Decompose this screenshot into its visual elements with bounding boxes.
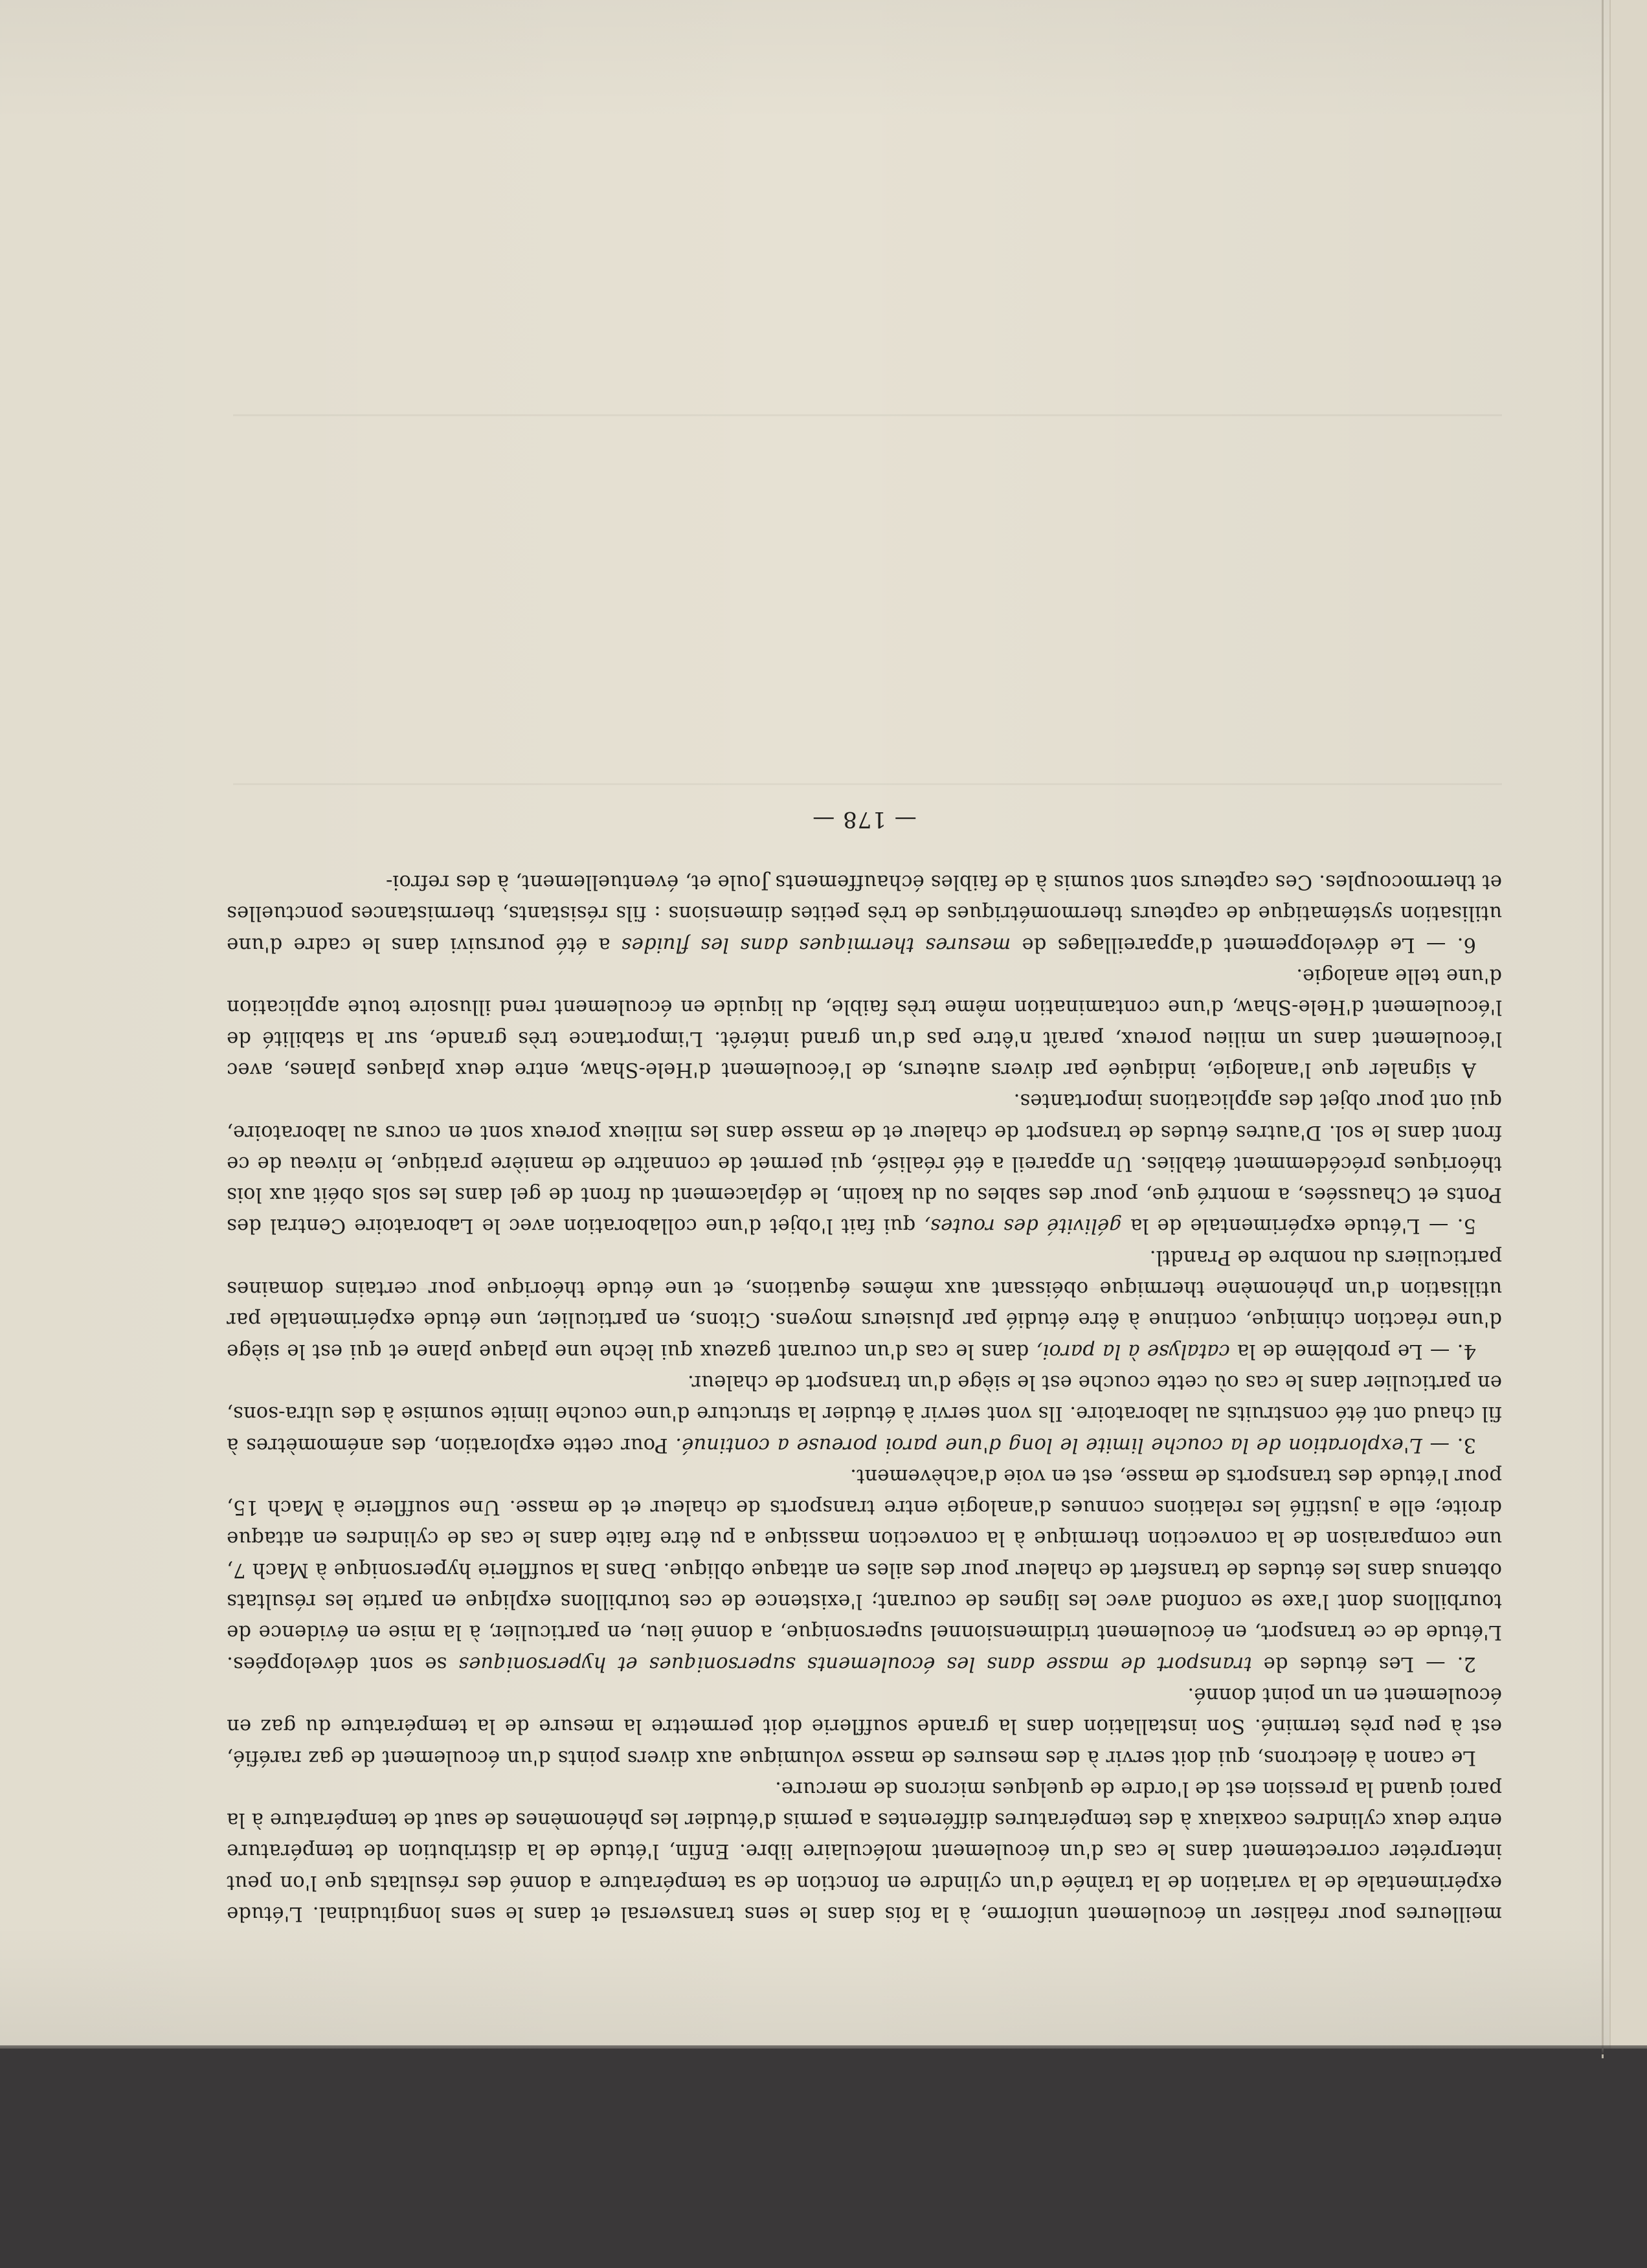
- page-edge: [1602, 0, 1604, 2058]
- paragraph-6-thermal-measurements: [227, 866, 1502, 960]
- paragraph-continuation: meilleures pour réaliser un écoulement uniforme, à la fois dans le sens transversal et dans le sens longitudinal. L'étude expérimentale de la variation de la traînée d'un cylindre en fonction de sa température a donné des résultats que l'on peut interpréter correctement dans le cas d'un écoulement moléculaire libre. Enfin, l'étude de la distribution de température entre deux cylindres coaxiaux à des températures différentes a permis d'étudier les phénomènes de saut de température à la paroi quand la pression est de l'ordre de quelques microns de mercure.: [227, 1777, 1502, 1925]
- paragraph-5-frost: [227, 1085, 1502, 1241]
- scan-bed-shadow: [0, 2045, 1647, 2054]
- section-lead: 6. — Le développement d'appareillages de: [1011, 933, 1476, 956]
- section-body: dans le cas d'un courant gazeux qui lèche une plaque plane et qui est le siège d'une réaction chimique, continue à être étudié par plusieurs moyens. Citons, en particulier, une étude expérimentale par utilisation d'un phénomène thermique obéissant aux mêmes équations, et une étude théorique pour certains domaines particuliers du nombre de Prandtl.: [226, 1245, 1502, 1362]
- section-body: se sont développées. L'étude de ce transport, en écoulement tridimensionnel supersonique, a donné lieu, en particulier, à la mise en évidence de tourbillons dont l'axe se confond avec les lignes de courant; l'existence de ces tourbillons explique en partie les résultats obtenus dans les études de transfert de chaleur pour des ailes en attaque oblique. Dans la soufflerie hypersonique à Mach 7, une comparaison de la convection thermique à la convection massique a pu être faite dans le cas de cylindres en attaque droite; elle a justifié les relations connues d'analogie entre transports de chaleur et de masse. Une soufflerie à Mach 15, pour l'étude des transports de masse, est en voie d'achèvement.: [227, 1464, 1502, 1675]
- paragraph-hele-shaw: A signaler que l'analogie, indiquée par divers auteurs, de l'écoulement d'Hele-Shaw, entre deux plaques planes, avec l'écoulement dans un milieu poreux, paraît n'être pas d'un grand intérêt. L'importance très grande, sur la stabilité de l'écoulement d'Hele-Shaw, d'une contamination même très faible, du liquide en écoulement rend illusoire toute application d'une telle analogie.: [227, 964, 1502, 1081]
- section-topic: mesures thermiques dans les fluides: [621, 933, 1011, 956]
- paragraph-4-catalysis: [227, 1241, 1502, 1366]
- section-body: qui fait l'objet d'une collaboration avec le Laboratoire Central des Ponts et Chaussées, a montré que, pour des sables ou du kaolin, le déplacement du front de gel dans les sols obéit aux lois théoriques précédemment établies. Un appareil a été réalisé, qui permet de connaître de manière pratique, le niveau de ce front dans le sol. D'autres études de transport de chaleur et de masse dans les milieux poreux sont en cours au laboratoire, qui ont pour objet des applications importantes.: [227, 1089, 1502, 1238]
- section-lead: 3. —: [1422, 1433, 1476, 1456]
- section-topic: gélivité des routes,: [924, 1214, 1122, 1238]
- adjacent-page-edge: [1609, 0, 1647, 2049]
- section-body: a été poursuivi dans le cadre d'une utilisation systématique de capteurs thermométriques de très petites dimensions : fils résistants, thermistances ponctuelles et thermocouples. Ces capteurs sont soumis à de faibles échauffements Joule et, éventuellement, à des refroi-: [227, 871, 1502, 956]
- section-topic: catalyse à la paroi,: [1036, 1339, 1230, 1362]
- paragraph-3-boundary-layer: [227, 1366, 1502, 1460]
- page-text: [227, 866, 1502, 1929]
- section-lead: 2. — Les études de: [1251, 1652, 1476, 1675]
- section-lead: 5. — L'étude expérimentale de la: [1121, 1214, 1476, 1238]
- paragraph-electron-gun: Le canon à électrons, qui doit servir à des mesures de masse volumique aux divers points d'un écoulement de gaz raréfié, est à peu près terminé. Son installation dans la grande soufflerie doit permettre la mesure de la température du gaz en écoulement en un point donné.: [227, 1683, 1502, 1769]
- page-number: — 178 —: [812, 806, 917, 832]
- rotated-page-body: [227, 246, 1502, 1929]
- section-topic: transport de masse dans les écoulements supersoniques et hypersoniques: [458, 1652, 1252, 1675]
- paragraph-2-mass-transport: [227, 1460, 1502, 1679]
- section-lead: 4. — Le problème de la: [1229, 1339, 1476, 1362]
- section-body: Pour cette exploration, des anémomètres à fil chaud ont été construits au laboratoire. Ils vont servir à étudier la structure d'une couche limite soumise à des ultra-sons, en particulier dans le cas où cette couche est le siège d'un transport de chaleur.: [227, 1370, 1502, 1456]
- section-topic: L'exploration de la couche limite le long d'une paroi poreuse a continué.: [675, 1433, 1422, 1456]
